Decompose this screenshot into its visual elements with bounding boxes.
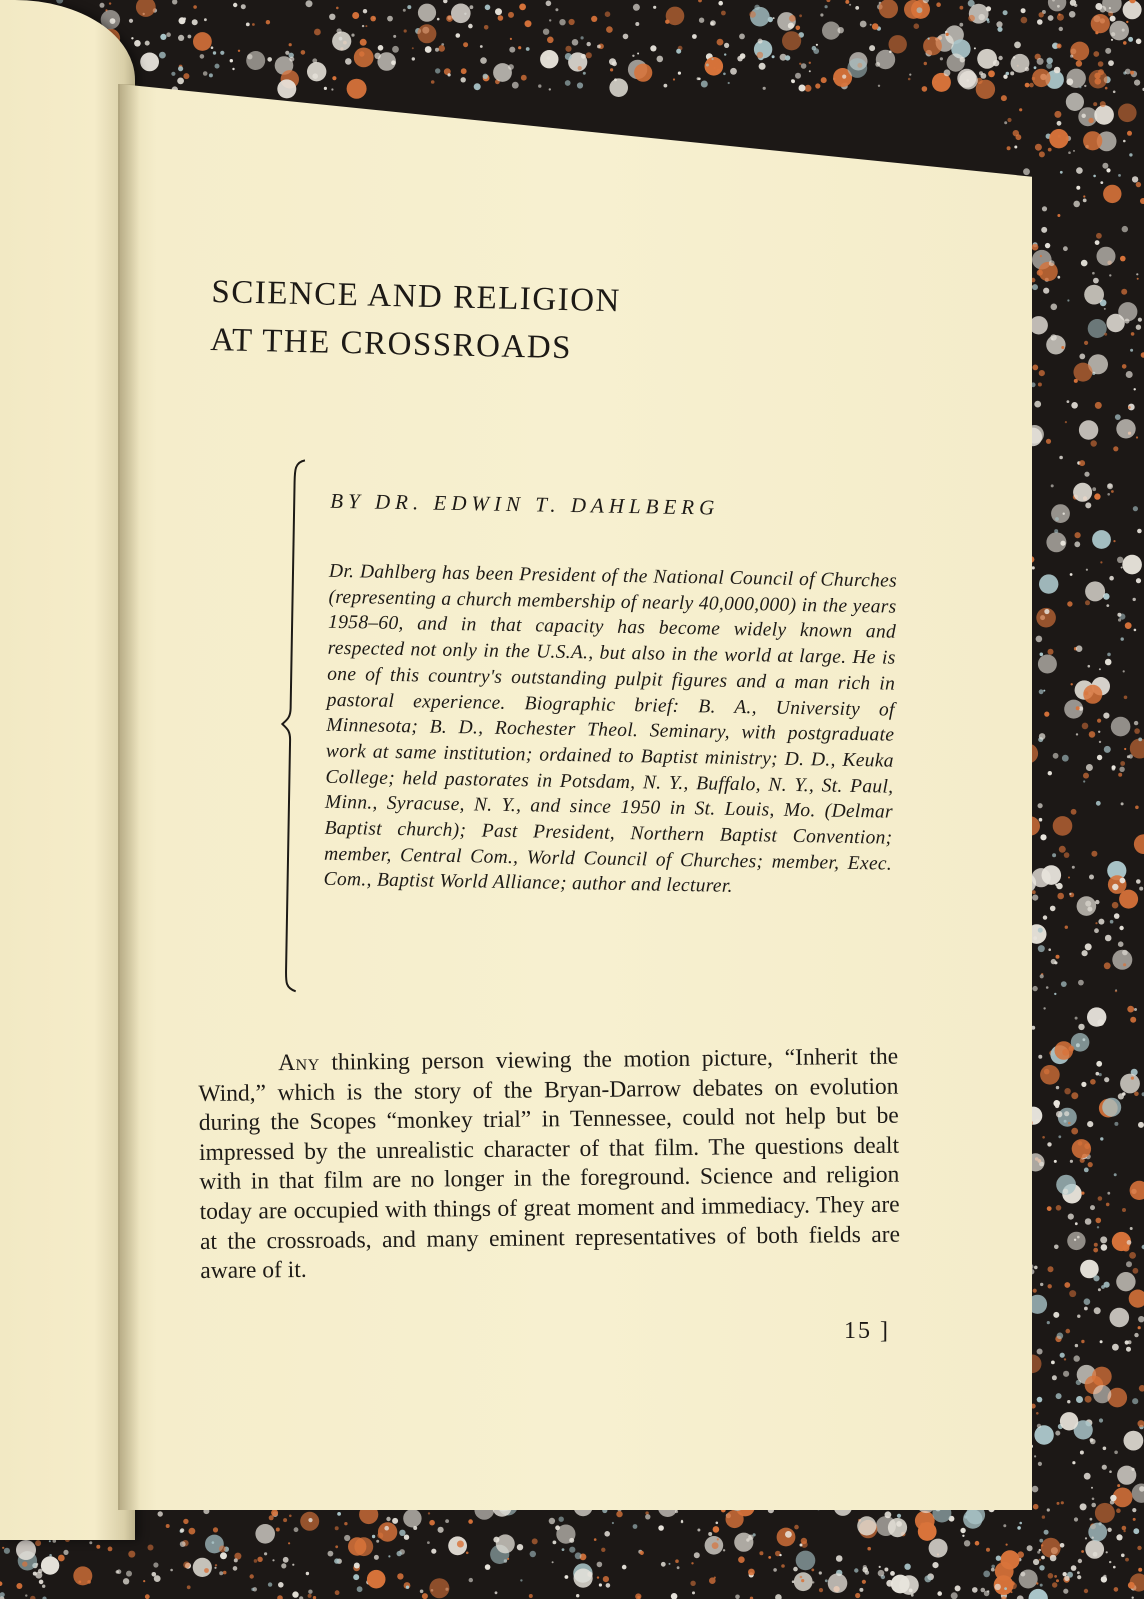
paragraph-text: thinking person viewing the motion picture, “Inherit the Wind,” which is the story of the Bryan-Darrow debates on evolution during the Scopes “monkey trial” in Tennessee, could not help but be impressed by the unrealistic character of that film. The questions dealt with in that film are no longer in the foreground. Science and religion today are occupied with things of great moment and immediacy. They are at the crossroads, and many eminent representatives of both fields are aware of it. <box>198 1043 901 1285</box>
paragraph-lead-word: Any <box>278 1049 320 1077</box>
article-body-paragraph <box>198 1043 900 1287</box>
article-title-line-1: SCIENCE AND RELIGION <box>211 273 622 320</box>
curly-brace-icon <box>276 458 309 993</box>
author-bio-block <box>276 458 905 1004</box>
article-title <box>210 268 622 373</box>
article-title-line-2: AT THE CROSSROADS <box>209 321 573 367</box>
author-biography: Dr. Dahlberg has been President of the National Council of Churches (representing a church membership of nearly 40,000,000) in the years 1958–60, and in that capacity has become widely known and respected not only in the U.S.A., but also in the world at large. He is one of this country's outstanding pulpit figures and a man rich in pastoral experience. Biographic brief: B. A., University of Minnesota; B. D., Rochester Theol. Seminary, with postgraduate work at same institution; ordained to Baptist ministry; D. D., Keuka College; held pastorates in Potsdam, N. Y., Buffalo, N. Y., St. Paul, Minn., Syracuse, N. Y., and since 1950 in St. Louis, Mo. (Delmar Baptist church); Past President, Northern Baptist Convention; member, Central Com., World Council of Churches; member, Exec. Com., Baptist World Alliance; author and lecturer. <box>323 560 898 898</box>
author-byline: BY DR. EDWIN T. DAHLBERG <box>330 488 720 520</box>
page-number: 15 ] <box>844 1318 890 1344</box>
